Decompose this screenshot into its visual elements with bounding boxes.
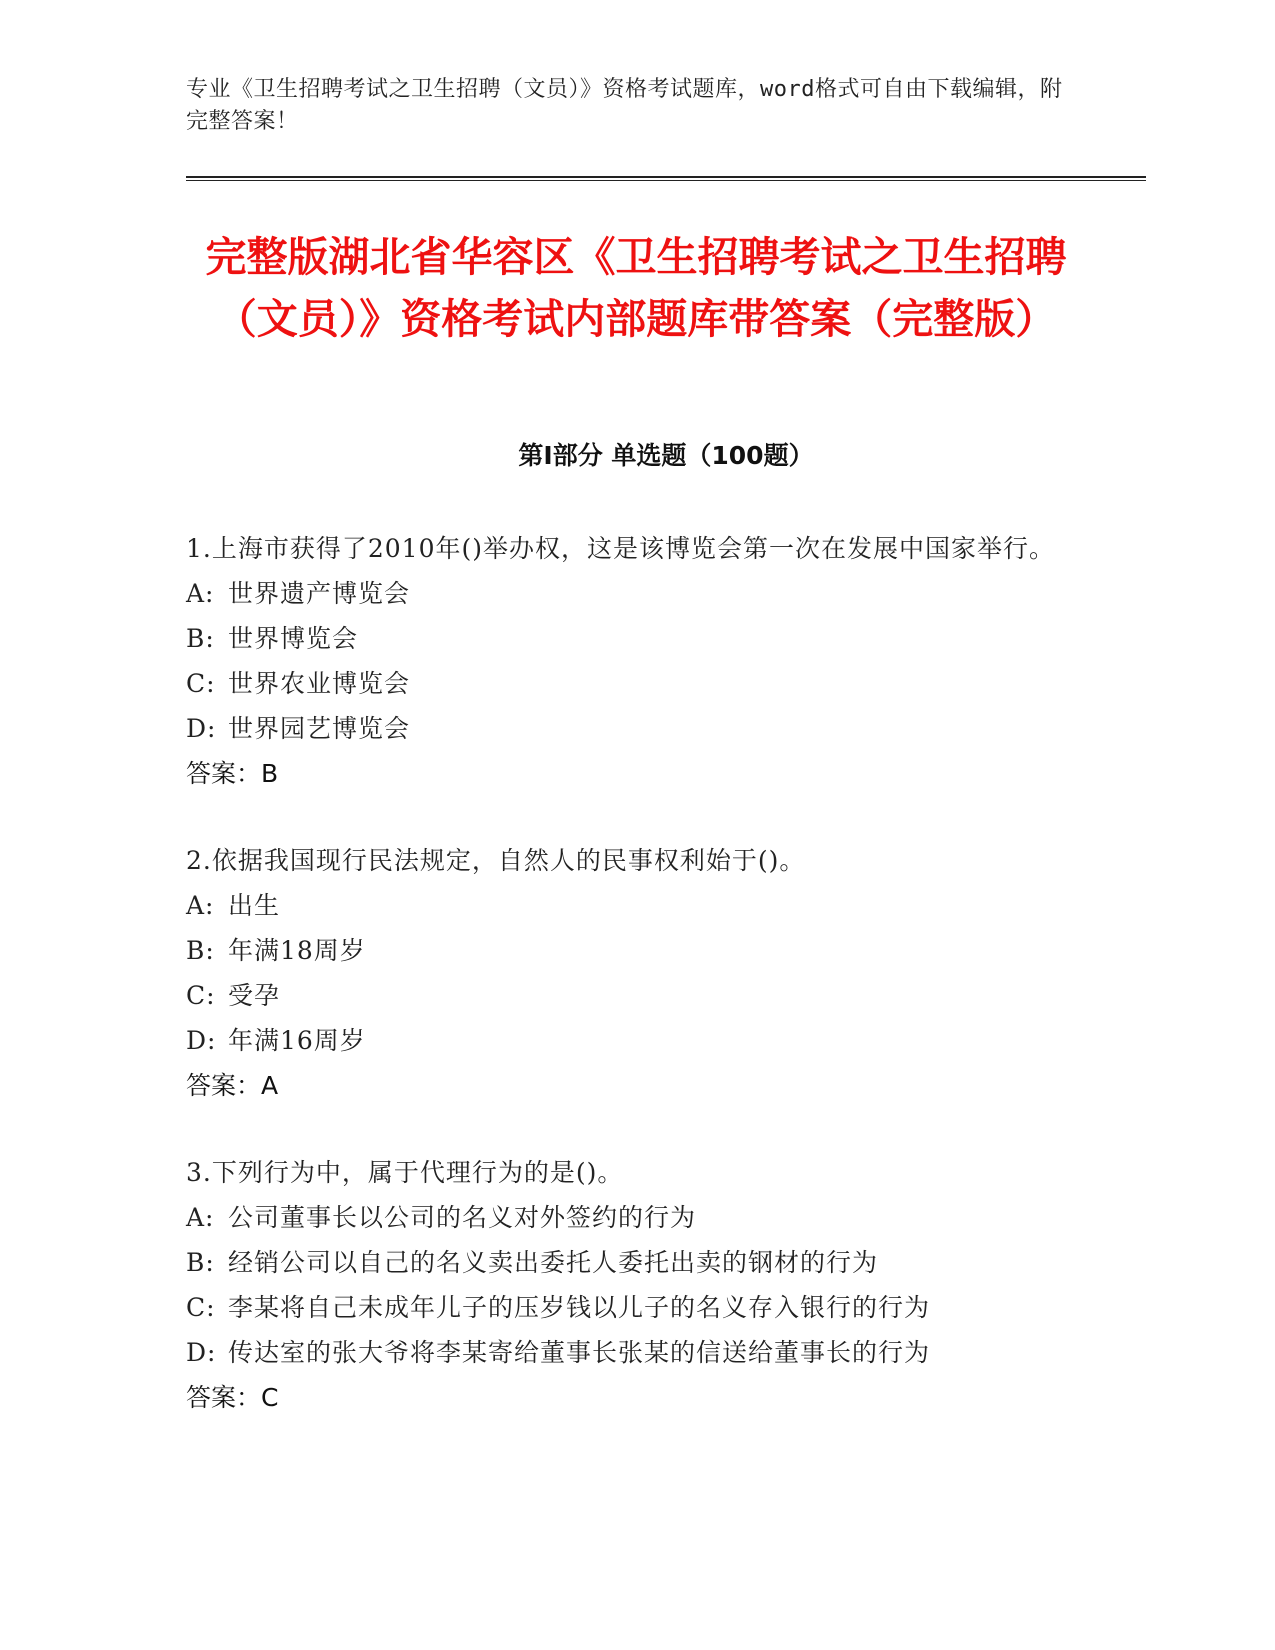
option-text: 公司董事长以公司的名义对外签约的行为	[228, 1203, 697, 1232]
header-note: 专业《卫生招聘考试之卫生招聘（文员）》资格考试题库，word格式可自由下载编辑，附完整答案！	[186, 77, 1063, 134]
answer-line: 答案：A	[186, 1071, 279, 1100]
option-text: 世界博览会	[228, 624, 359, 653]
option-text: 李某将自己未成年儿子的压岁钱以儿子的名义存入银行的行为	[228, 1293, 931, 1322]
option-c	[186, 973, 1086, 1018]
option-text: 传达室的张大爷将李某寄给董事长张某的信送给董事长的行为	[228, 1338, 931, 1367]
question-2	[186, 838, 1086, 1108]
option-text: 世界农业博览会	[228, 669, 411, 698]
option-c	[186, 1285, 1086, 1330]
option-letter: C:	[186, 669, 216, 698]
section-heading: 第Ⅰ部分 单选题（100题）	[518, 441, 814, 470]
answer-line: 答案：C	[186, 1383, 279, 1412]
option-letter: B:	[186, 936, 215, 965]
option-letter: A:	[186, 1203, 215, 1232]
header-divider	[186, 176, 1146, 181]
option-letter: B:	[186, 624, 215, 653]
option-d	[186, 706, 1086, 751]
option-text: 年满18周岁	[228, 936, 366, 965]
question-list	[186, 526, 1086, 1462]
option-letter: D:	[186, 1338, 217, 1367]
option-a	[186, 1195, 1086, 1240]
option-d	[186, 1330, 1086, 1375]
document-title: 完整版湖北省华容区《卫生招聘考试之卫生招聘（文员）》资格考试内部题库带答案（完整版）	[205, 233, 1067, 343]
option-letter: D:	[186, 714, 217, 743]
option-b	[186, 928, 1086, 973]
option-text: 经销公司以自己的名义卖出委托人委托出卖的钢材的行为	[228, 1248, 879, 1277]
question-text: 3.下列行为中，属于代理行为的是()。	[186, 1158, 624, 1187]
option-b	[186, 1240, 1086, 1285]
question-text: 1.上海市获得了2010年()举办权，这是该博览会第一次在发展中国家举行。	[186, 534, 1055, 563]
option-text: 世界遗产博览会	[228, 579, 411, 608]
question-text: 2.依据我国现行民法规定，自然人的民事权利始于()。	[186, 846, 806, 875]
option-text: 受孕	[228, 981, 281, 1010]
option-letter: B:	[186, 1248, 215, 1277]
answer-line: 答案：B	[186, 759, 279, 788]
option-letter: A:	[186, 579, 215, 608]
option-text: 年满16周岁	[228, 1026, 366, 1055]
option-letter: A:	[186, 891, 215, 920]
option-text: 出生	[228, 891, 281, 920]
option-a	[186, 883, 1086, 928]
option-letter: C:	[186, 1293, 216, 1322]
option-letter: D:	[186, 1026, 217, 1055]
option-a	[186, 571, 1086, 616]
option-b	[186, 616, 1086, 661]
option-letter: C:	[186, 981, 216, 1010]
option-c	[186, 661, 1086, 706]
option-text: 世界园艺博览会	[228, 714, 411, 743]
question-3	[186, 1150, 1086, 1420]
question-1	[186, 526, 1086, 796]
option-d	[186, 1018, 1086, 1063]
